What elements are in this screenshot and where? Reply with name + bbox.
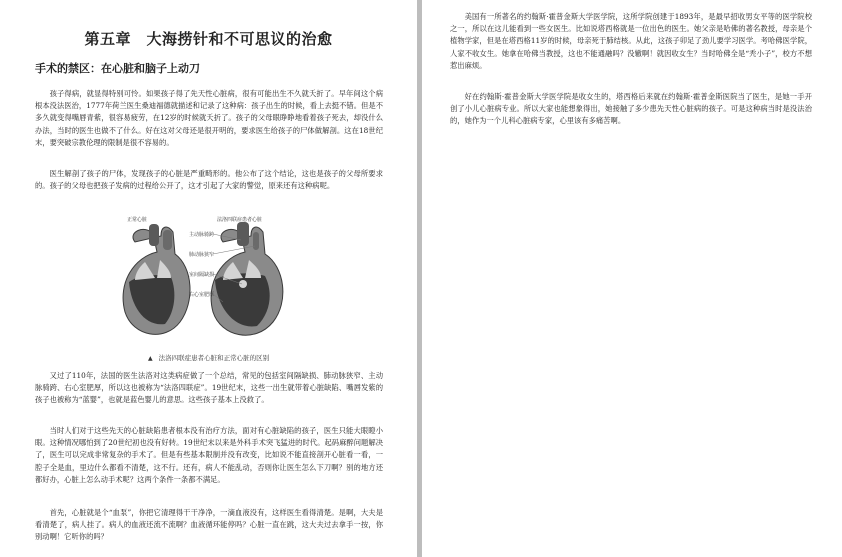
normal-heart-label: 正常心脏 <box>127 217 148 223</box>
figure-caption <box>0 353 417 362</box>
paragraph: 当时人们对于这些先天的心脏缺陷患者根本没有治疗方法，面对有心脏缺陷的孩子，医生只能大眼瞪小眼。这种情况哪怕到了20世纪初也没有好转。19世纪末以来是外科手术突飞猛进的时代。起码麻醉问题解决了，医生可以完成非常复杂的手术了。但是有些基本限制并没有改变，比如说不能直接剖开心脏看一看，一腔子全是血，里边什么都看不清楚，这不行。还有，病人不能乱动，否则你让医生怎么下刀啊？别的地方还都好办，心脏上怎么动手术呢？这两个条件一条都不满足。 <box>35 426 383 484</box>
paragraph: 医生解剖了孩子的尸体，发现孩子的心脏是严重畸形的。他公布了这个结论，这也是孩子的父母所要求的。孩子的父母也把孩子发病的过程给公开了，这才引起了大家的警觉，原来还有这种病呢。 <box>35 169 383 191</box>
tetralogy-heart-label: 法洛四联症患者心脏 <box>217 217 263 223</box>
normal-heart-illustration <box>123 224 190 334</box>
chapter-title: 第五章 大海捞针和不可思议的治愈 <box>84 30 333 48</box>
annotation-label: 主动脉骑跨 <box>189 232 215 238</box>
left-page <box>0 0 417 557</box>
paragraph: 好在约翰斯·霍普金斯大学医学院是收女生的，塔西格后来就在约翰斯·霍普金斯医院当了医生，是她一手开创了小儿心脏病专业。所以大家也能想象得出，她接触了多少患先天性心脏病的孩子。可是这种病当时是没法治的，她作为一个儿科心脏病专家，心里该有多痛苦啊。 <box>450 92 812 126</box>
paragraph: 又过了110年，法国的医生法洛对这类病症做了一个总结，常见的包括室间隔缺损、肺动脉狭窄、主动脉骑跨、右心室肥厚，所以这也被称为“法洛四联症”。19世纪末，这些一出生就带着心脏缺陷、嘴唇发紫的孩子也被称为“蓝婴”，也就是蓝色婴儿的意思。这些孩子基本上没救了。 <box>35 371 383 405</box>
paragraph: 首先，心脏就是个“血泵”，你把它清理得干干净净，一滴血液没有，这样医生看得清楚。是啊，大夫是看清楚了，病人挂了。病人的血液还流不流啊？血液循环能停吗？心脏一直在跳，这大夫过去拿手一按，你别动啊！它听你的吗？ <box>35 508 383 542</box>
tetralogy-heart-illustration <box>211 222 283 335</box>
heart-diagram-figure <box>105 212 305 352</box>
paragraph: 孩子得病，就显得特别可怜。如果孩子得了先天性心脏病，很有可能出生不久就夭折了。早年间这个病根本没法医治，1777年荷兰医生桑迪福德就描述和记录了这种病：孩子出生的时候，看上去挺不错。但是不多久就变得嘴唇青紫，很容易疲劳，在12岁的时候就夭折了。孩子的父母眼睁睁地看着孩子死去，却没什么办法，当时的医生也做不了什么。好在这对父母还是很开明的，要求医生给孩子的尸体做解剖。这在18世纪末，要突破宗教伦理的限制是很不容易的。 <box>35 89 383 147</box>
annotation-label: 肺动脉狭窄 <box>189 252 215 258</box>
annotation-label: 室间隔缺损 <box>189 272 215 278</box>
paragraph: 美国有一所著名的约翰斯·霍普金斯大学医学院，这所学院创建于1893年，是最早招收男女平等的医学院校之一，所以在这儿能看到一些女医生。比如说塔西格就是一位出色的医生。她父亲是哈佛的著名教授，母亲是个植物学家，但是在塔西格11岁的时候，母亲死于肺结核。从此，这孩子卯足了劲儿要学习医学。考哈佛医学院，人家不收女生。她拿在哈佛当教授，这也不能通融吗？没辙啊！就因收女生？当时哈佛全是“秃小子”，校方不想惹出麻烦。 <box>450 12 812 70</box>
triangle-icon: ▲ <box>147 355 153 362</box>
annotation-label: 右心室肥厚 <box>189 292 215 298</box>
caption-text: 法洛四联症患者心脏和正常心脏的区别 <box>158 354 270 362</box>
section-title: 手术的禁区：在心脏和脑子上动刀 <box>35 62 200 75</box>
right-page <box>422 0 842 557</box>
